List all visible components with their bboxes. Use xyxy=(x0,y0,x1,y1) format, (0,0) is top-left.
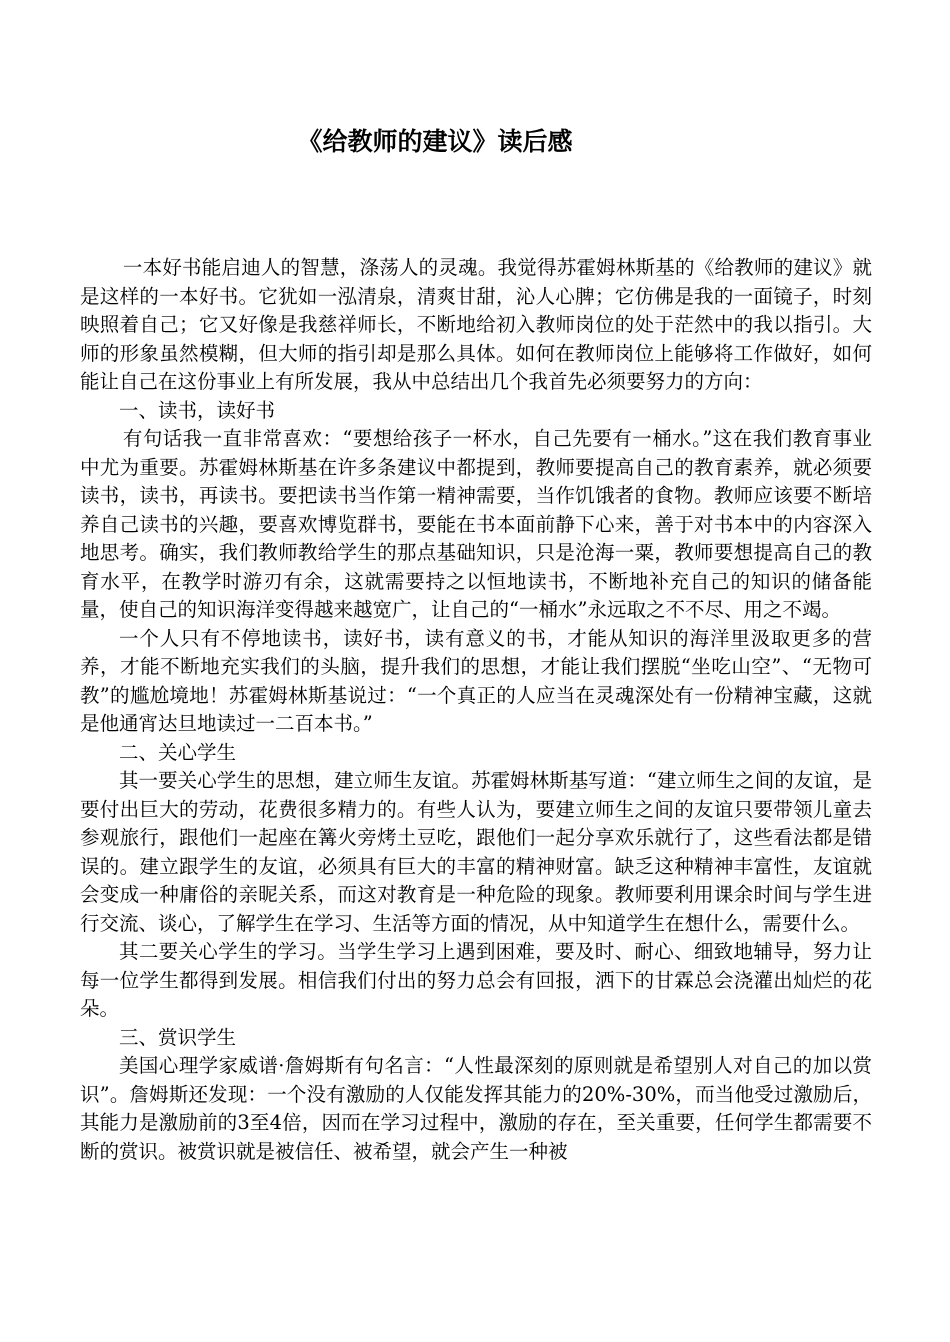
section-heading-care: 二、关心学生 xyxy=(119,740,237,764)
paragraph-appreciate-1: 美国心理学家威谱·詹姆斯有句名言：“人性最深刻的原则就是希望别人对自己的加以赏识”。詹姆斯还发现：一个没有激励的人仅能发挥其能力的20%-30%，而当他受过激励后，其能力是激励前的3至4倍，因而在学习过程中，激励的存在，至关重要，任何学生都需要不断的赏识。被赏识就是被信任、被希望，就会产生一种被 xyxy=(80,1054,872,1163)
section-heading-reading: 一、读书，读好书 xyxy=(119,398,276,422)
document-body xyxy=(80,254,872,1166)
document-title: 《给教师的建议》读后感 xyxy=(297,127,573,156)
paragraph-reading-2: 一个人只有不停地读书，读好书，读有意义的书，才能从知识的海洋里汲取更多的营养，才能不断地充实我们的头脑，提升我们的思想，才能让我们摆脱“坐吃山空”、“无物可教”的尴尬境地！苏霍姆林斯基说过：“一个真正的人应当在灵魂深处有一份精神宝藏，这就是他通宵达旦地读过一二百本书。” xyxy=(80,626,872,735)
section-heading-appreciate: 三、赏识学生 xyxy=(119,1025,237,1049)
paragraph-intro: 一本好书能启迪人的智慧，涤荡人的灵魂。我觉得苏霍姆林斯基的《给教师的建议》就是这样的一本好书。它犹如一泓清泉，清爽甘甜，沁人心脾；它仿佛是我的一面镜子，时刻映照着自己；它又好像是我慈祥师长，不断地给初入教师岗位的处于茫然中的我以指引。大师的形象虽然模糊，但大师的指引却是那么具体。如何在教师岗位上能够将工作做好，如何能让自己在这份事业上有所发展，我从中总结出几个我首先必须要努力的方向： xyxy=(80,256,872,393)
paragraph-care-2: 其二要关心学生的学习。当学生学习上遇到困难，要及时、耐心、细致地辅导，努力让每一位学生都得到发展。相信我们付出的努力总会有回报，洒下的甘霖总会浇灌出灿烂的花朵。 xyxy=(80,940,872,1020)
paragraph-reading-1: 有句话我一直非常喜欢：“要想给孩子一杯水，自己先要有一桶水。”这在我们教育事业中尤为重要。苏霍姆林斯基在许多条建议中都提到，教师要提高自己的教育素养，就必须要读书，读书，再读书。要把读书当作第一精神需要，当作饥饿者的食物。教师应该要不断培养自己读书的兴趣，要喜欢博览群书，要能在书本面前静下心来，善于对书本中的内容深入地思考。确实，我们教师教给学生的那点基础知识，只是沧海一粟，教师要想提高自己的教育水平，在教学时游刃有余，这就需要持之以恒地读书，不断地补充自己的知识的储备能量，使自己的知识海洋变得越来越宽广，让自己的“一桶水”永远取之不不尽、用之不竭。 xyxy=(80,427,872,621)
paragraph-care-1: 其一要关心学生的思想，建立师生友谊。苏霍姆林斯基写道：“建立师生之间的友谊，是要付出巨大的劳动，花费很多精力的。有些人认为，要建立师生之间的友谊只要带领儿童去参观旅行，跟他们一起座在篝火旁烤土豆吃，跟他们一起分享欢乐就行了，这些看法都是错误的。建立跟学生的友谊，必须具有巨大的丰富的精神财富。缺乏这种精神丰富性，友谊就会变成一种庸俗的亲昵关系，而这对教育是一种危险的现象。教师要利用课余时间与学生进行交流、谈心，了解学生在学习、生活等方面的情况，从中知道学生在想什么，需要什么。 xyxy=(80,769,872,935)
